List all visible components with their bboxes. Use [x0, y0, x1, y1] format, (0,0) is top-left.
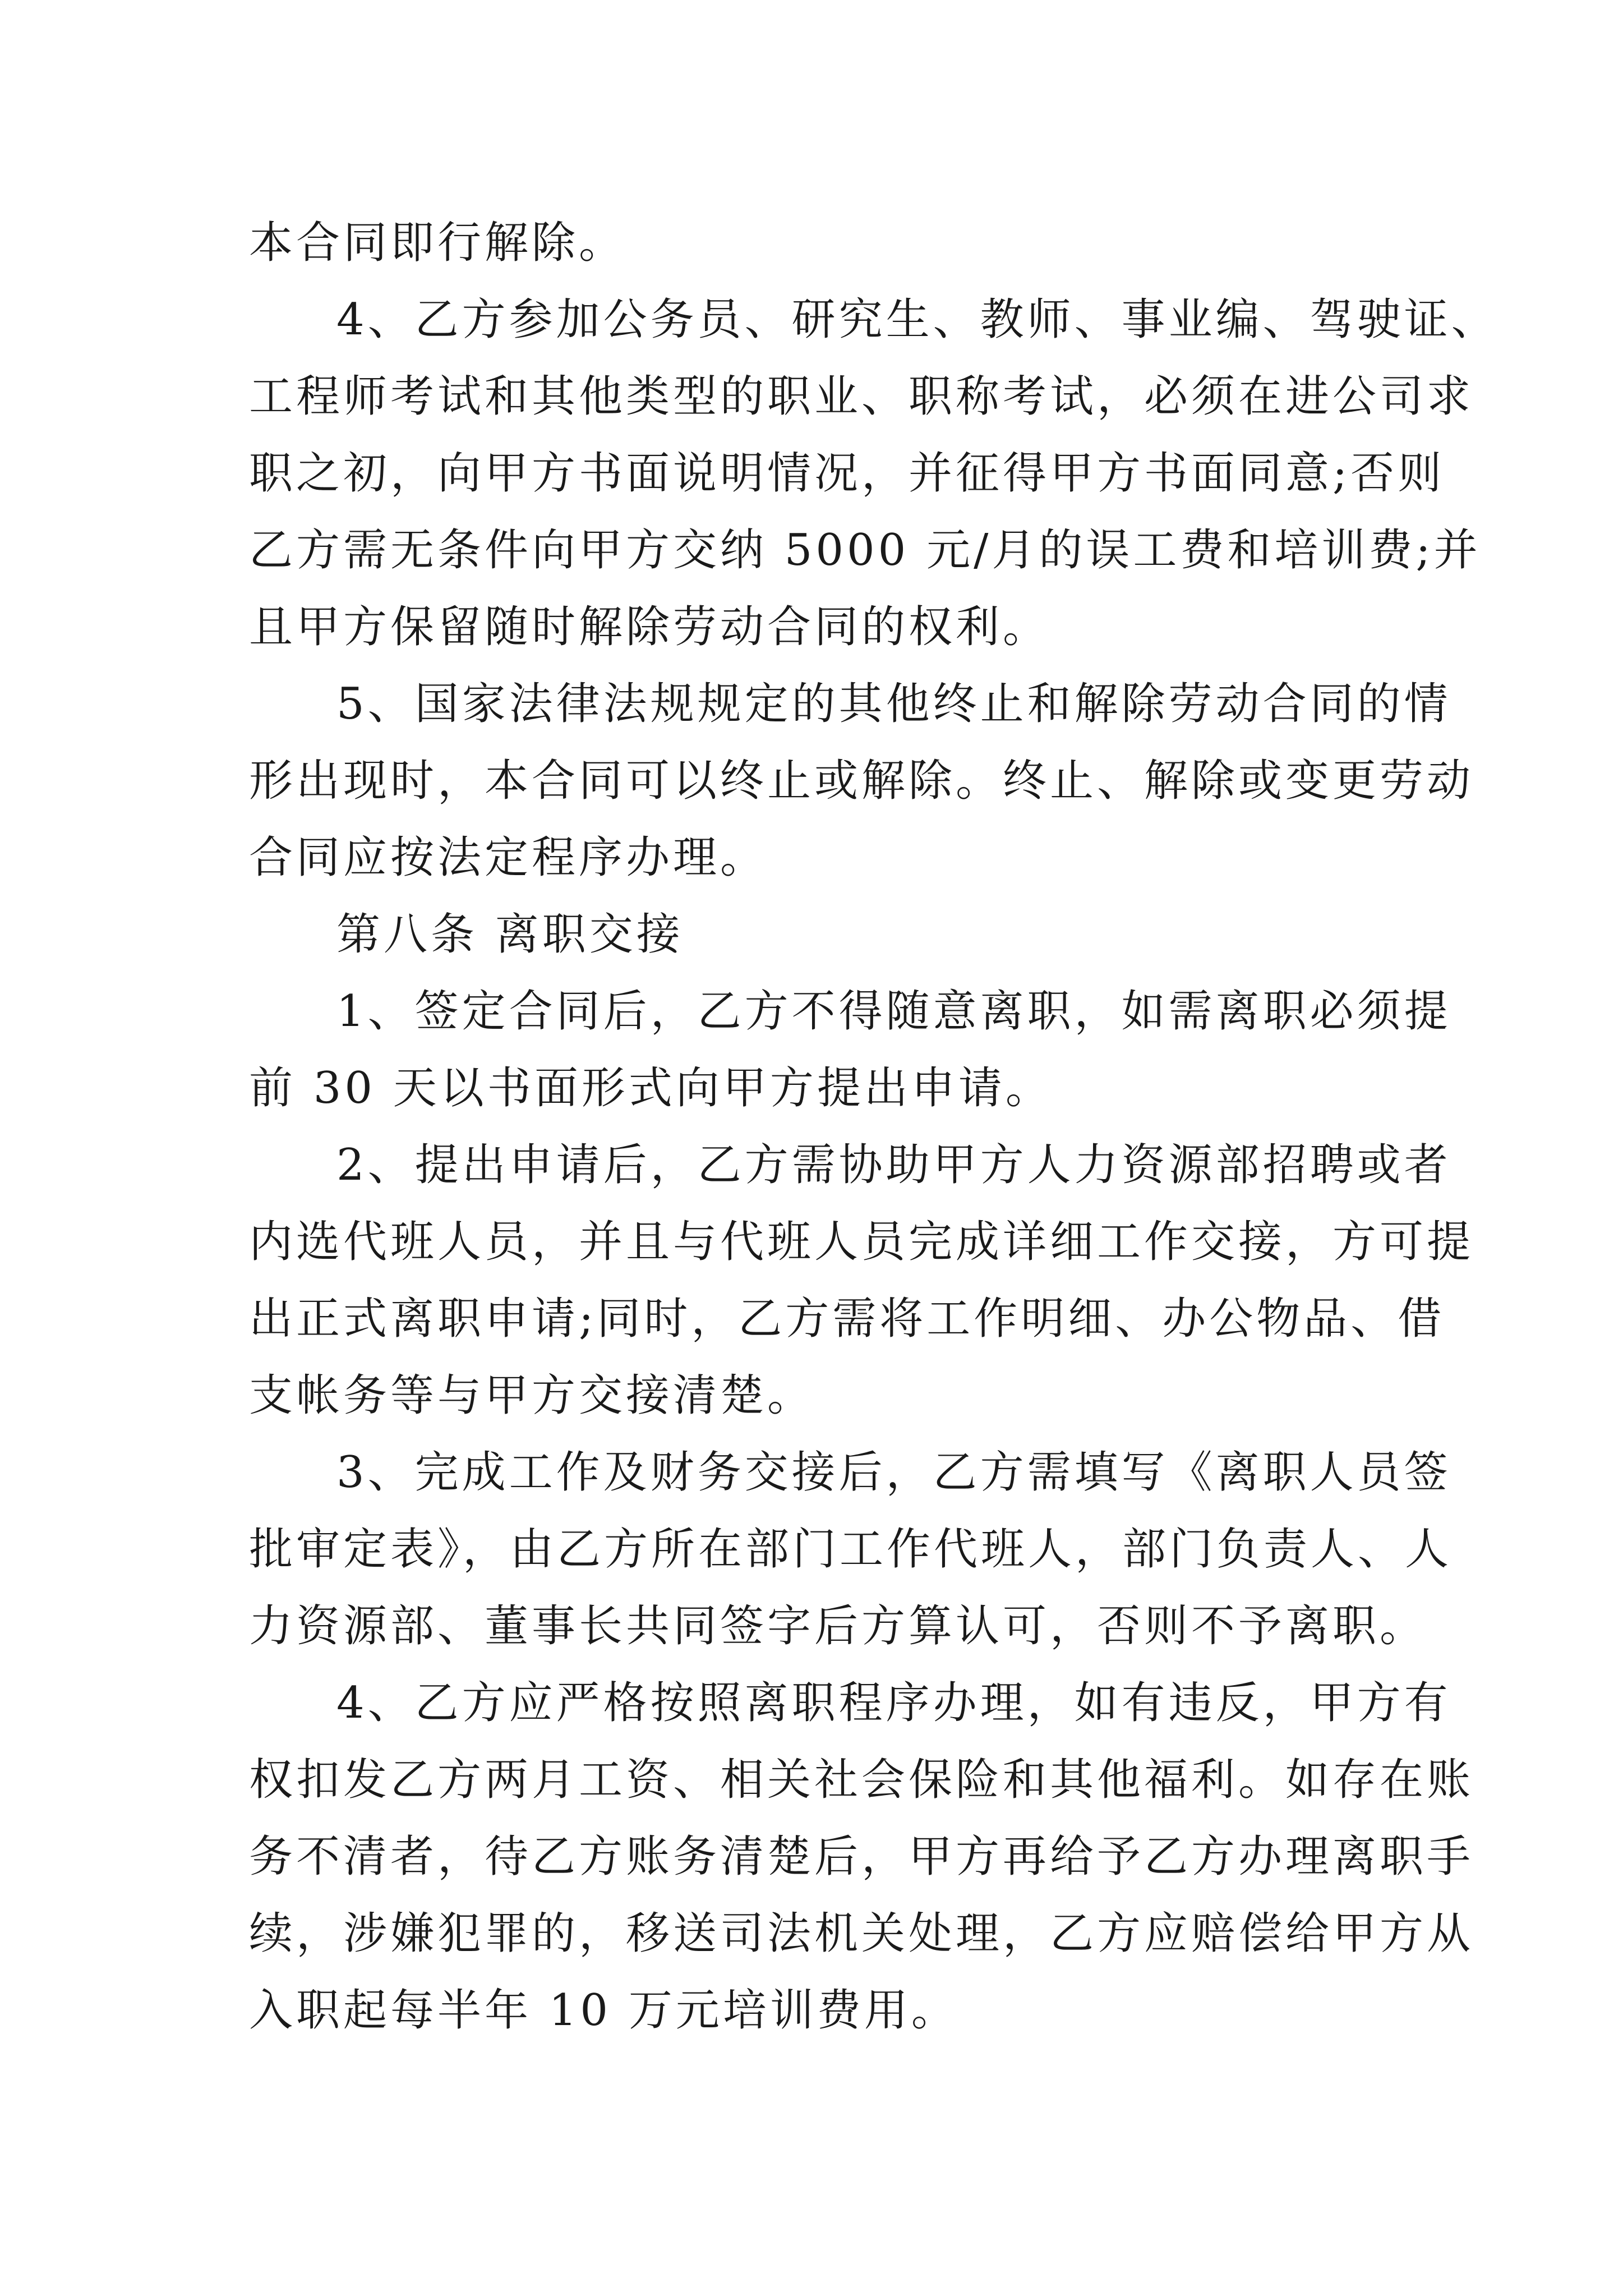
text-line: 职之初，向甲方书面说明情况，并征得甲方书面同意;否则 — [249, 448, 1445, 499]
text-line: 1、签定合同后，乙方不得随意离职，如需离职必须提 — [336, 986, 1451, 1037]
text-line: 续，涉嫌犯罪的，移送司法机关处理，乙方应赔偿给甲方从 — [249, 1908, 1474, 1959]
section-heading: 第八条 离职交接 — [336, 909, 684, 960]
text-line: 4、乙方应严格按照离职程序办理，如有违反，甲方有 — [336, 1678, 1451, 1728]
text-line: 3、完成工作及财务交接后，乙方需填写《离职人员签 — [336, 1447, 1451, 1498]
text-line: 工程师考试和其他类型的职业、职称考试，必须在进公司求 — [249, 371, 1474, 422]
text-line: 权扣发乙方两月工资、相关社会保险和其他福利。如存在账 — [249, 1755, 1474, 1805]
text-line: 前 30 天以书面形式向甲方提出申请。 — [249, 1063, 1053, 1114]
text-line: 本合同即行解除。 — [249, 218, 626, 268]
text-line: 4、乙方参加公务员、研究生、教师、事业编、驾驶证、 — [336, 295, 1498, 345]
text-line: 且甲方保留随时解除劳动合同的权利。 — [249, 602, 1050, 652]
text-line: 支帐务等与甲方交接清楚。 — [249, 1370, 815, 1421]
text-line: 乙方需无条件向甲方交纳 5000 元/月的误工费和培训费;并 — [249, 525, 1481, 576]
text-line: 内选代班人员，并且与代班人员完成详细工作交接，方可提 — [249, 1217, 1474, 1267]
text-line: 力资源部、董事长共同签字后方算认可，否则不予离职。 — [249, 1601, 1427, 1651]
text-line: 入职起每半年 10 万元培训费用。 — [249, 1985, 958, 2036]
text-line: 合同应按法定程序办理。 — [249, 832, 768, 883]
text-line: 2、提出申请后，乙方需协助甲方人力资源部招聘或者 — [336, 1140, 1451, 1190]
text-line: 务不清者，待乙方账务清楚后，甲方再给予乙方办理离职手 — [249, 1832, 1474, 1882]
text-line: 出正式离职申请;同时，乙方需将工作明细、办公物品、借 — [249, 1294, 1445, 1344]
text-line: 形出现时，本合同可以终止或解除。终止、解除或变更劳动 — [249, 756, 1474, 806]
text-line: 批审定表》，由乙方所在部门工作代班人，部门负责人、人 — [249, 1524, 1453, 1575]
text-line: 5、国家法律法规规定的其他终止和解除劳动合同的情 — [336, 679, 1451, 729]
